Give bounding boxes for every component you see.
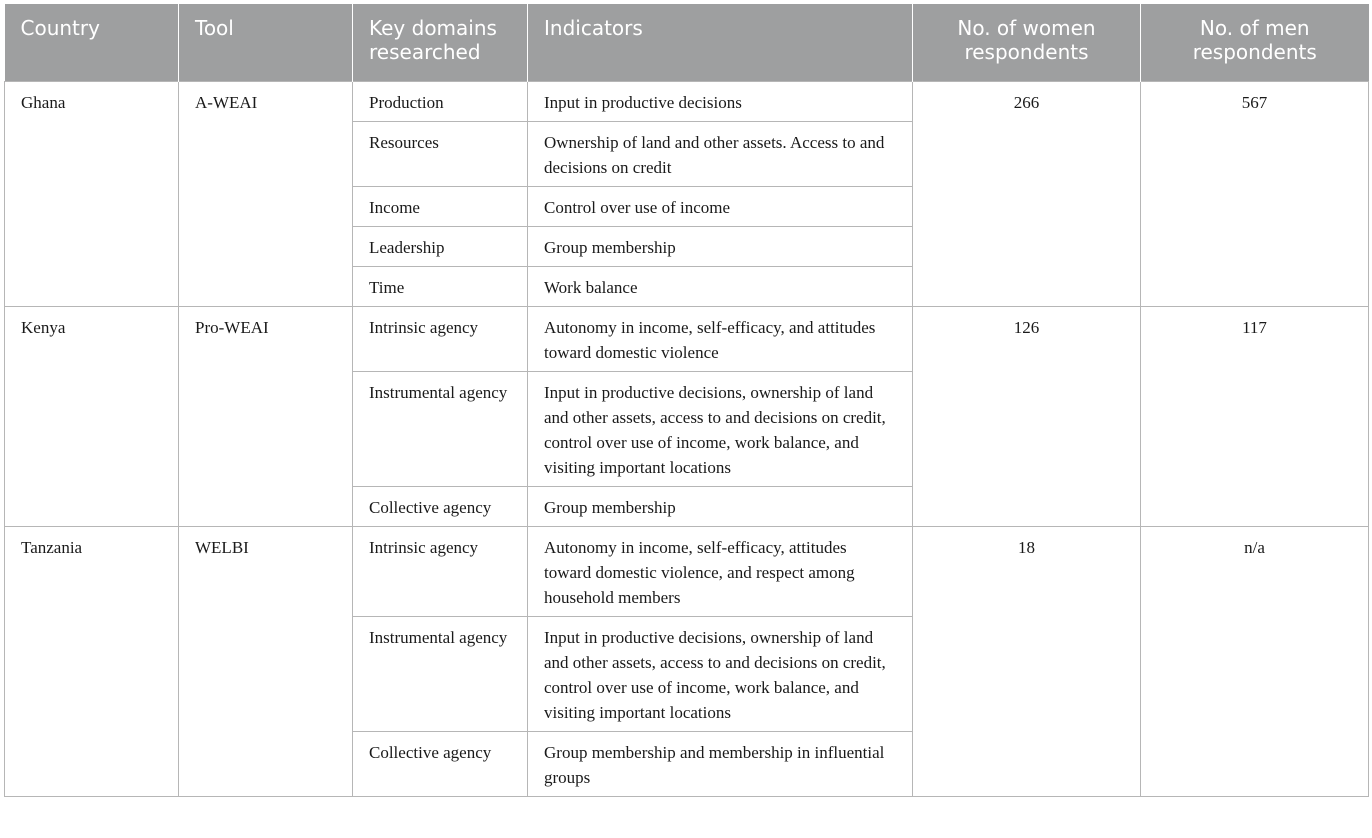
men-respondents-cell: 567 xyxy=(1141,81,1369,306)
domain-cell: Production xyxy=(353,81,528,121)
table-row xyxy=(5,526,1369,616)
header-women-respondents: No. of women respondents xyxy=(913,4,1141,81)
indicator-cell: Input in productive decisions xyxy=(528,81,913,121)
domain-cell: Collective agency xyxy=(353,731,528,796)
header-indicators: Indicators xyxy=(528,4,913,81)
table-row xyxy=(5,81,1369,121)
indicator-cell: Group membership and membership in influential groups xyxy=(528,731,913,796)
indicator-cell: Autonomy in income, self-efficacy, attitudes toward domestic violence, and respect among household members xyxy=(528,526,913,616)
tool-cell: A-WEAI xyxy=(179,81,353,306)
indicator-cell: Control over use of income xyxy=(528,186,913,226)
indicator-cell: Input in productive decisions, ownership of land and other assets, access to and decisions on credit, control over use of income, work balance, and visiting important locations xyxy=(528,616,913,731)
header-men-respondents: No. of men respondents xyxy=(1141,4,1369,81)
domain-cell: Resources xyxy=(353,121,528,186)
country-cell: Ghana xyxy=(5,81,179,306)
domain-cell: Intrinsic agency xyxy=(353,526,528,616)
indicator-cell: Ownership of land and other assets. Access to and decisions on credit xyxy=(528,121,913,186)
header-key-domains: Key domains researched xyxy=(353,4,528,81)
women-respondents-cell: 18 xyxy=(913,526,1141,796)
respondents-table xyxy=(4,4,1369,797)
domain-cell: Leadership xyxy=(353,226,528,266)
indicator-cell: Autonomy in income, self-efficacy, and attitudes toward domestic violence xyxy=(528,306,913,371)
men-respondents-cell: n/a xyxy=(1141,526,1369,796)
tool-cell: WELBI xyxy=(179,526,353,796)
domain-cell: Intrinsic agency xyxy=(353,306,528,371)
domain-cell: Time xyxy=(353,266,528,306)
header-tool: Tool xyxy=(179,4,353,81)
header-country: Country xyxy=(5,4,179,81)
indicator-cell: Group membership xyxy=(528,486,913,526)
domain-cell: Income xyxy=(353,186,528,226)
indicator-cell: Group membership xyxy=(528,226,913,266)
country-cell: Kenya xyxy=(5,306,179,526)
indicator-cell: Input in productive decisions, ownership of land and other assets, access to and decisions on credit, control over use of income, work balance, and visiting important locations xyxy=(528,371,913,486)
table-row xyxy=(5,306,1369,371)
domain-cell: Instrumental agency xyxy=(353,616,528,731)
country-cell: Tanzania xyxy=(5,526,179,796)
women-respondents-cell: 126 xyxy=(913,306,1141,526)
indicator-cell: Work balance xyxy=(528,266,913,306)
tool-cell: Pro-WEAI xyxy=(179,306,353,526)
table-header-row xyxy=(5,4,1369,81)
men-respondents-cell: 117 xyxy=(1141,306,1369,526)
women-respondents-cell: 266 xyxy=(913,81,1141,306)
domain-cell: Collective agency xyxy=(353,486,528,526)
domain-cell: Instrumental agency xyxy=(353,371,528,486)
